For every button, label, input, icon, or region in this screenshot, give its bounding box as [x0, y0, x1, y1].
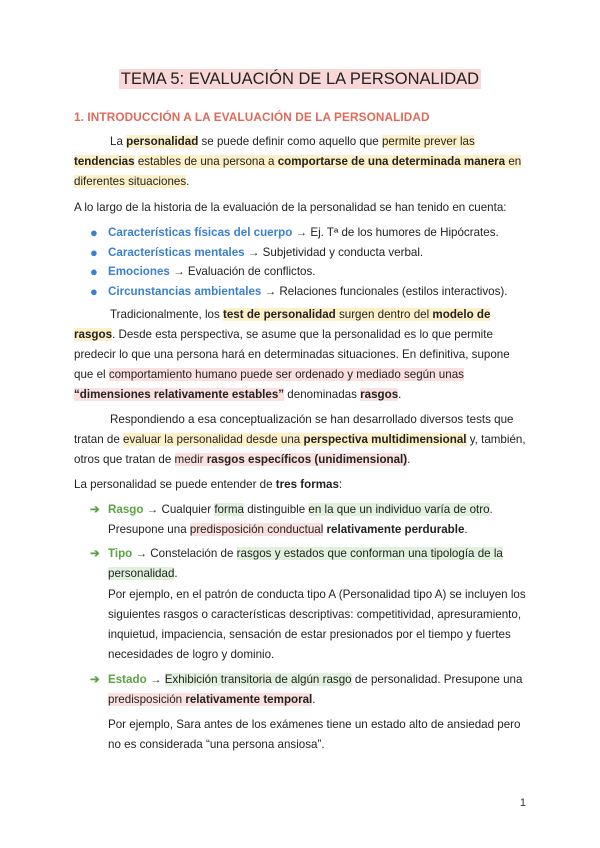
page-title: TEMA 5: EVALUACIÓN DE LA PERSONALIDAD	[120, 70, 480, 88]
bullet-icon: ●	[90, 283, 98, 299]
arrow-icon: ➔	[90, 547, 100, 560]
tipo-example: Por ejemplo, en el patrón de conducta tipo A (Personalidad tipo A) se incluyen los siguientes rasgos o características descriptivas: competitividad, apresuramiento, inquietud, impaciencia, sensación de estar presionados por el tiempo y fuertes necesidades de logro y dominio.	[108, 588, 526, 661]
form-rasgo: ➔ Rasgo → Cualquier forma distinguible en la que un individuo varía de otro. Presupone una predisposición conductual relativamente perdurable.	[90, 500, 530, 540]
paragraph-tests: Respondiendo a esa conceptualización se han desarrollado diversos tests que tratan de evaluar la personalidad desde una perspectiva multidimensional y, también, otros que tratan de medir rasgos específicos (unidimensional).	[74, 413, 526, 466]
form-tipo: ➔ Tipo → Constelación de rasgos y estados que conforman una tipología de la personalidad.	[90, 544, 530, 584]
list-item: ● Características físicas del cuerpo → Ej. Tª de los humores de Hipócrates.	[90, 223, 530, 243]
paragraph-history: A lo largo de la historia de la evaluación de la personalidad se han tenido en cuenta:	[74, 201, 507, 214]
paragraph-definition: La personalidad se puede definir como aquello que permite prever las tendencias estables de una persona a comportarse de una determinada manera en diferentes situaciones.	[74, 135, 522, 188]
arrow-icon: ➔	[90, 503, 100, 516]
bullet-icon: ●	[90, 244, 98, 260]
form-estado: ➔ Estado → Exhibición transitoria de algún rasgo de personalidad. Presupone una predisposición relativamente temporal.	[90, 670, 530, 710]
arrow-icon: ➔	[90, 673, 100, 686]
section-heading: 1. INTRODUCCIÓN A LA EVALUACIÓN DE LA PERSONALIDAD	[74, 110, 430, 124]
estado-example: Por ejemplo, Sara antes de los exámenes tiene un estado alto de ansiedad pero no es considerada “una persona ansiosa”.	[108, 718, 521, 751]
paragraph-traditional: Tradicionalmente, los test de personalidad surgen dentro del modelo de rasgos. Desde esta perspectiva, se asume que la personalidad es lo que permite predecir lo que una persona hará en determinadas situaciones. En definitiva, supone que el comportamiento humano puede ser ordenado y mediado según unas “dimensiones relativamente estables” denominadas rasgos.	[74, 308, 510, 401]
page-number: 1	[519, 797, 526, 809]
list-item: ● Características mentales → Subjetividad y conducta verbal.	[90, 243, 530, 263]
bullet-icon: ●	[90, 225, 98, 240]
paragraph-three-forms: La personalidad se puede entender de tres formas:	[74, 478, 343, 491]
list-item: ● Emociones → Evaluación de conflictos.	[90, 262, 530, 282]
bullet-icon: ●	[90, 264, 98, 279]
evaluation-criteria-list	[90, 223, 530, 301]
list-item: ● Circunstancias ambientales → Relaciones funcionales (estilos interactivos).	[90, 282, 530, 302]
